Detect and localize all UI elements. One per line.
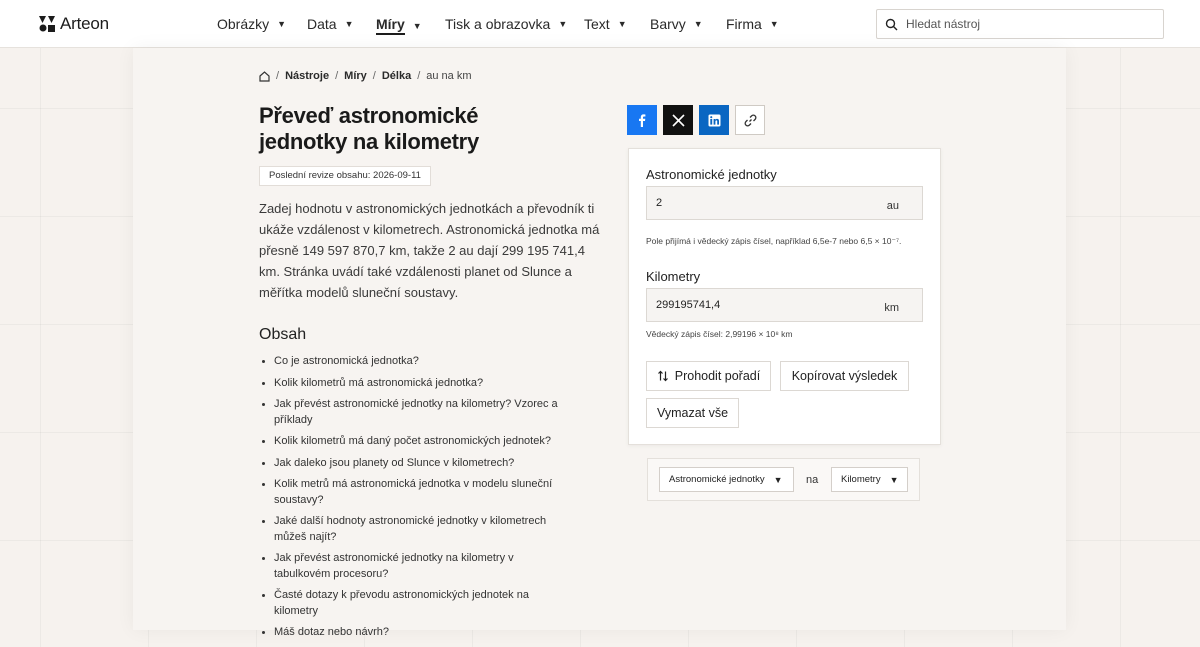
breadcrumb-separator: / bbox=[276, 70, 280, 82]
logo[interactable] bbox=[39, 14, 109, 34]
to-field-hint: Vědecký zápis čísel: 2,99196 × 10⁸ km bbox=[646, 329, 793, 339]
intro-paragraph: Zadej hodnotu v astronomických jednotkách a převodník ti ukáže vzdálenost v kilometrech. Astronomická jednotka má přesně 149 597 870,7 km, takže 2 au dají 299 195 741,4 km. Stránka uvádí také vzdálenosti planet od Slunce a měřítka modelů sluneční soustavy. bbox=[259, 201, 600, 300]
table-of-contents bbox=[262, 354, 572, 647]
toc-item[interactable]: Jak daleko jsou planety od Slunce v kilometrech? bbox=[262, 456, 572, 472]
caret-down-icon: ▼ bbox=[558, 19, 568, 29]
from-field-hint: Pole přijímá i vědecký zápis čísel, například 6,5e-7 nebo 6,5 × 10⁻⁷. bbox=[646, 236, 902, 246]
caret-down-icon: ▼ bbox=[412, 20, 422, 31]
home-icon[interactable] bbox=[259, 71, 270, 82]
toc-title: Obsah bbox=[259, 326, 307, 343]
caret-down-icon: ▼ bbox=[769, 19, 779, 29]
toc-item[interactable]: Kolik kilometrů má daný počet astronomických jednotek? bbox=[262, 434, 572, 450]
copy-link-button[interactable] bbox=[735, 105, 765, 135]
toc-item[interactable]: Kolik kilometrů má astronomická jednotka? bbox=[262, 376, 572, 392]
page-title: Převeď astronomické jednotky na kilometry bbox=[259, 103, 479, 154]
toc-item[interactable]: Máš dotaz nebo návrh? bbox=[262, 625, 572, 641]
nav-label: Míry bbox=[376, 16, 405, 35]
facebook-icon bbox=[635, 113, 649, 127]
to-unit-select-value: Kilometry bbox=[841, 474, 881, 485]
breadcrumb-separator: / bbox=[417, 70, 421, 82]
linkedin-icon bbox=[708, 114, 721, 127]
to-unit-select[interactable] bbox=[831, 467, 908, 492]
toc-item[interactable]: Co je astronomická jednotka? bbox=[262, 354, 572, 370]
x-icon bbox=[672, 114, 685, 127]
from-field-label: Astronomické jednotky bbox=[646, 167, 777, 182]
copy-result-button[interactable] bbox=[780, 361, 909, 391]
to-field-label: Kilometry bbox=[646, 269, 701, 284]
breadcrumb bbox=[259, 69, 472, 83]
nav-label: Tisk a obrazovka bbox=[445, 16, 551, 32]
from-unit-select[interactable] bbox=[659, 467, 794, 492]
share-facebook-button[interactable] bbox=[627, 105, 657, 135]
from-value-input[interactable] bbox=[656, 187, 876, 219]
breadcrumb-delka[interactable]: Délka bbox=[381, 70, 412, 82]
breadcrumb-nastroje[interactable]: Nástroje bbox=[285, 70, 330, 82]
breadcrumb-current: au na km bbox=[426, 70, 472, 82]
from-unit-select-value: Astronomické jednotky bbox=[669, 474, 765, 485]
breadcrumb-separator: / bbox=[335, 70, 339, 82]
toc-item[interactable]: Jaké další hodnoty astronomické jednotky v kilometrech můžeš najít? bbox=[262, 514, 572, 545]
revision-badge: Poslední revize obsahu: 2026-09-11 bbox=[259, 166, 431, 186]
from-unit: au bbox=[886, 200, 899, 212]
logo-icon bbox=[39, 16, 55, 32]
nav-obrazky[interactable] bbox=[217, 16, 286, 32]
caret-down-icon: ▼ bbox=[773, 474, 783, 485]
toc-item[interactable]: Jak převést astronomické jednotky na kilometry v tabulkovém procesoru? bbox=[262, 551, 572, 582]
to-unit: km bbox=[884, 302, 899, 314]
nav-label: Barvy bbox=[650, 16, 686, 32]
search-box[interactable] bbox=[876, 9, 1164, 39]
breadcrumb-separator: / bbox=[372, 70, 376, 82]
nav-label: Obrázky bbox=[217, 16, 270, 32]
caret-down-icon: ▼ bbox=[889, 474, 899, 485]
caret-down-icon: ▼ bbox=[693, 19, 703, 29]
nav-tisk-a-obrazovka[interactable] bbox=[445, 16, 567, 32]
breadcrumb-miry[interactable]: Míry bbox=[344, 70, 367, 82]
clear-all-label: Vymazat vše bbox=[656, 406, 729, 420]
swap-button-label: Prohodit pořadí bbox=[674, 369, 761, 383]
top-navigation bbox=[0, 0, 1200, 48]
clear-all-button[interactable] bbox=[646, 398, 739, 428]
nav-label: Text bbox=[584, 16, 610, 32]
share-x-button[interactable] bbox=[663, 105, 693, 135]
copy-result-label: Kopírovat výsledek bbox=[791, 369, 898, 383]
search-icon bbox=[885, 18, 898, 31]
logo-text: Arteon bbox=[60, 14, 109, 33]
link-icon bbox=[744, 114, 757, 127]
toc-item[interactable]: Jak převést astronomické jednotky na kilometry? Vzorec a příklady bbox=[262, 397, 572, 428]
toc-item[interactable]: Kolik metrů má astronomická jednotka v modelu sluneční soustavy? bbox=[262, 477, 572, 508]
nav-firma[interactable] bbox=[726, 16, 779, 32]
nav-text[interactable] bbox=[584, 16, 627, 32]
nav-miry[interactable] bbox=[376, 16, 422, 35]
toc-item[interactable]: Časté dotazy k převodu astronomických jednotek na kilometry bbox=[262, 588, 572, 619]
swap-button[interactable] bbox=[646, 361, 771, 391]
nav-barvy[interactable] bbox=[650, 16, 703, 32]
search-input[interactable] bbox=[906, 17, 1146, 31]
caret-down-icon: ▼ bbox=[344, 19, 354, 29]
caret-down-icon: ▼ bbox=[617, 19, 627, 29]
nav-data[interactable] bbox=[307, 16, 354, 32]
nav-label: Firma bbox=[726, 16, 762, 32]
share-linkedin-button[interactable] bbox=[699, 105, 729, 135]
to-field[interactable] bbox=[646, 288, 923, 322]
nav-label: Data bbox=[307, 16, 337, 32]
swap-arrows-icon bbox=[657, 370, 669, 382]
caret-down-icon: ▼ bbox=[277, 19, 287, 29]
unit-connector: na bbox=[806, 474, 819, 486]
from-field[interactable] bbox=[646, 186, 923, 220]
to-value-input[interactable] bbox=[656, 289, 876, 321]
